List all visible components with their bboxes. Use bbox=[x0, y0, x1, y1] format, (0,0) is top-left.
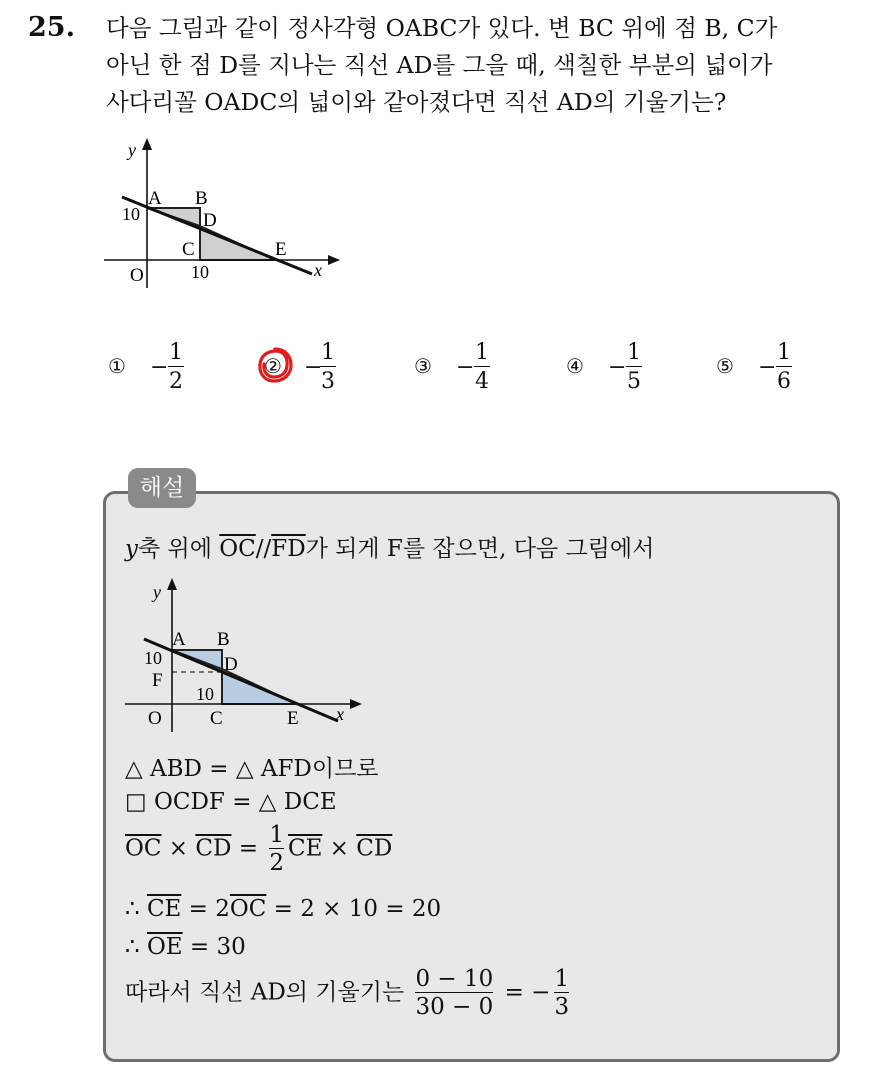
numerator: 1 bbox=[169, 340, 183, 365]
choice-sign: − bbox=[150, 355, 169, 380]
label-ten-y: 10 bbox=[122, 204, 140, 224]
denominator: 4 bbox=[475, 369, 489, 394]
label-x: x bbox=[314, 260, 322, 280]
denominator: 3 bbox=[321, 369, 335, 394]
choice-fraction bbox=[320, 340, 336, 395]
denominator: 6 bbox=[777, 369, 791, 394]
solution-line-5: ∴ $\overline{OE} = 30$ bbox=[125, 934, 246, 960]
solution-intro: y축 위에 $\overline{OC}//\overline{FD}$가 되게 F를 잡으면, 다음 그림에서 bbox=[125, 536, 655, 562]
question-figure bbox=[100, 138, 360, 298]
segment-ce: $\overline{CE}$ bbox=[287, 835, 323, 862]
label-f: F bbox=[152, 670, 163, 691]
denominator: 2 bbox=[169, 369, 183, 394]
choice-fraction bbox=[168, 340, 184, 395]
segment-cd: $\overline{CD}$ bbox=[195, 835, 232, 862]
choice-number: ① bbox=[108, 354, 126, 378]
choice-number: ⑤ bbox=[716, 354, 734, 378]
solution-figure bbox=[120, 576, 380, 736]
label-a: A bbox=[148, 188, 162, 209]
solution-line-1: △ ABD = △ AFD이므로 bbox=[125, 756, 379, 782]
choice-sign: − bbox=[456, 355, 475, 380]
segment-oe: $\overline{OE}$ bbox=[146, 934, 183, 960]
label-o: O bbox=[148, 708, 162, 729]
denominator: 5 bbox=[627, 369, 641, 394]
segment-cd: $\overline{CD}$ bbox=[356, 835, 393, 862]
choice-sign: − bbox=[608, 355, 627, 380]
label-c: C bbox=[210, 708, 223, 729]
choice-fraction bbox=[474, 340, 490, 395]
y-axis-arrow bbox=[142, 138, 152, 150]
question-line-1: 다음 그림과 같이 정사각형 OABC가 있다. 변 BC 위에 점 B, C가 bbox=[106, 14, 778, 42]
choice-fraction bbox=[626, 340, 642, 395]
x-axis-arrow bbox=[328, 255, 340, 265]
y-variable: y bbox=[125, 536, 138, 562]
therefore-symbol: ∴ bbox=[125, 896, 147, 922]
segment-oc: $\overline{OC}$ bbox=[229, 896, 267, 922]
question-number: 25. bbox=[28, 12, 75, 43]
label-b: B bbox=[217, 629, 230, 650]
x-axis-arrow bbox=[350, 699, 362, 709]
numerator: 1 bbox=[321, 340, 335, 365]
label-y: y bbox=[128, 140, 136, 160]
label-ten-x: 10 bbox=[191, 262, 209, 282]
label-c: C bbox=[182, 239, 195, 260]
choice-sign: − bbox=[758, 355, 777, 380]
label-x: x bbox=[336, 704, 344, 724]
fraction-half: $\frac{1}{2}$ bbox=[269, 822, 284, 876]
segment-oc: $\overline{OC}$ bbox=[219, 536, 256, 562]
label-o: O bbox=[130, 265, 144, 286]
answer-choices bbox=[106, 340, 826, 400]
numerator: 1 bbox=[627, 340, 641, 365]
label-a: A bbox=[172, 629, 186, 650]
therefore-symbol: ∴ bbox=[125, 934, 147, 960]
segment-oc: $\overline{OC}$ bbox=[125, 835, 162, 862]
slope-fraction: $\frac{0 - 10}{30 - 0}$ bbox=[415, 966, 494, 1020]
segment-ce: $\overline{CE}$ bbox=[146, 896, 182, 922]
label-d: D bbox=[224, 654, 238, 675]
segment-fd: $\overline{FD}$ bbox=[271, 536, 306, 562]
label-ten-c: 10 bbox=[196, 684, 214, 704]
solution-line-3: $\overline{OC} \times \overline{CD}$ = $\frac{1}{2}$ $\overline{CE} \times \overline{CD}$ bbox=[125, 822, 393, 876]
choice-sign: − bbox=[304, 355, 323, 380]
line-ad bbox=[144, 639, 338, 721]
label-ten-y: 10 bbox=[144, 648, 162, 668]
label-e: E bbox=[287, 708, 299, 729]
choice-number: ④ bbox=[566, 354, 584, 378]
solution-line-4: ∴ $\overline{CE} = 2\overline{OC} = 2 \times 10 = 20$ bbox=[125, 896, 442, 922]
question-line-2: 아닌 한 점 D를 지나는 직선 AD를 그을 때, 색칠한 부분의 넓이가 bbox=[106, 51, 773, 79]
question-text bbox=[106, 10, 876, 121]
label-e: E bbox=[275, 239, 287, 260]
result-fraction: $\frac{1}{3}$ bbox=[554, 966, 570, 1020]
y-axis-arrow bbox=[167, 578, 177, 590]
choice-fraction bbox=[776, 340, 792, 395]
label-d: D bbox=[203, 210, 217, 231]
label-y: y bbox=[153, 582, 161, 602]
label-b: B bbox=[195, 188, 208, 209]
solution-line-2: □ OCDF = △ DCE bbox=[125, 789, 337, 815]
numerator: 1 bbox=[777, 340, 791, 365]
question-line-3: 사다리꼴 OADC의 넓이와 같아졌다면 직선 AD의 기울기는? bbox=[106, 88, 727, 116]
solution-line-6: 따라서 직선 AD의 기울기는 $\frac{0 - 10}{30 - 0}$ = − $\frac{1}{3}$ bbox=[125, 966, 570, 1020]
choice-number: ② bbox=[264, 354, 282, 378]
choice-number: ③ bbox=[414, 354, 432, 378]
numerator: 1 bbox=[475, 340, 489, 365]
solution-tab: 해설 bbox=[128, 468, 196, 508]
